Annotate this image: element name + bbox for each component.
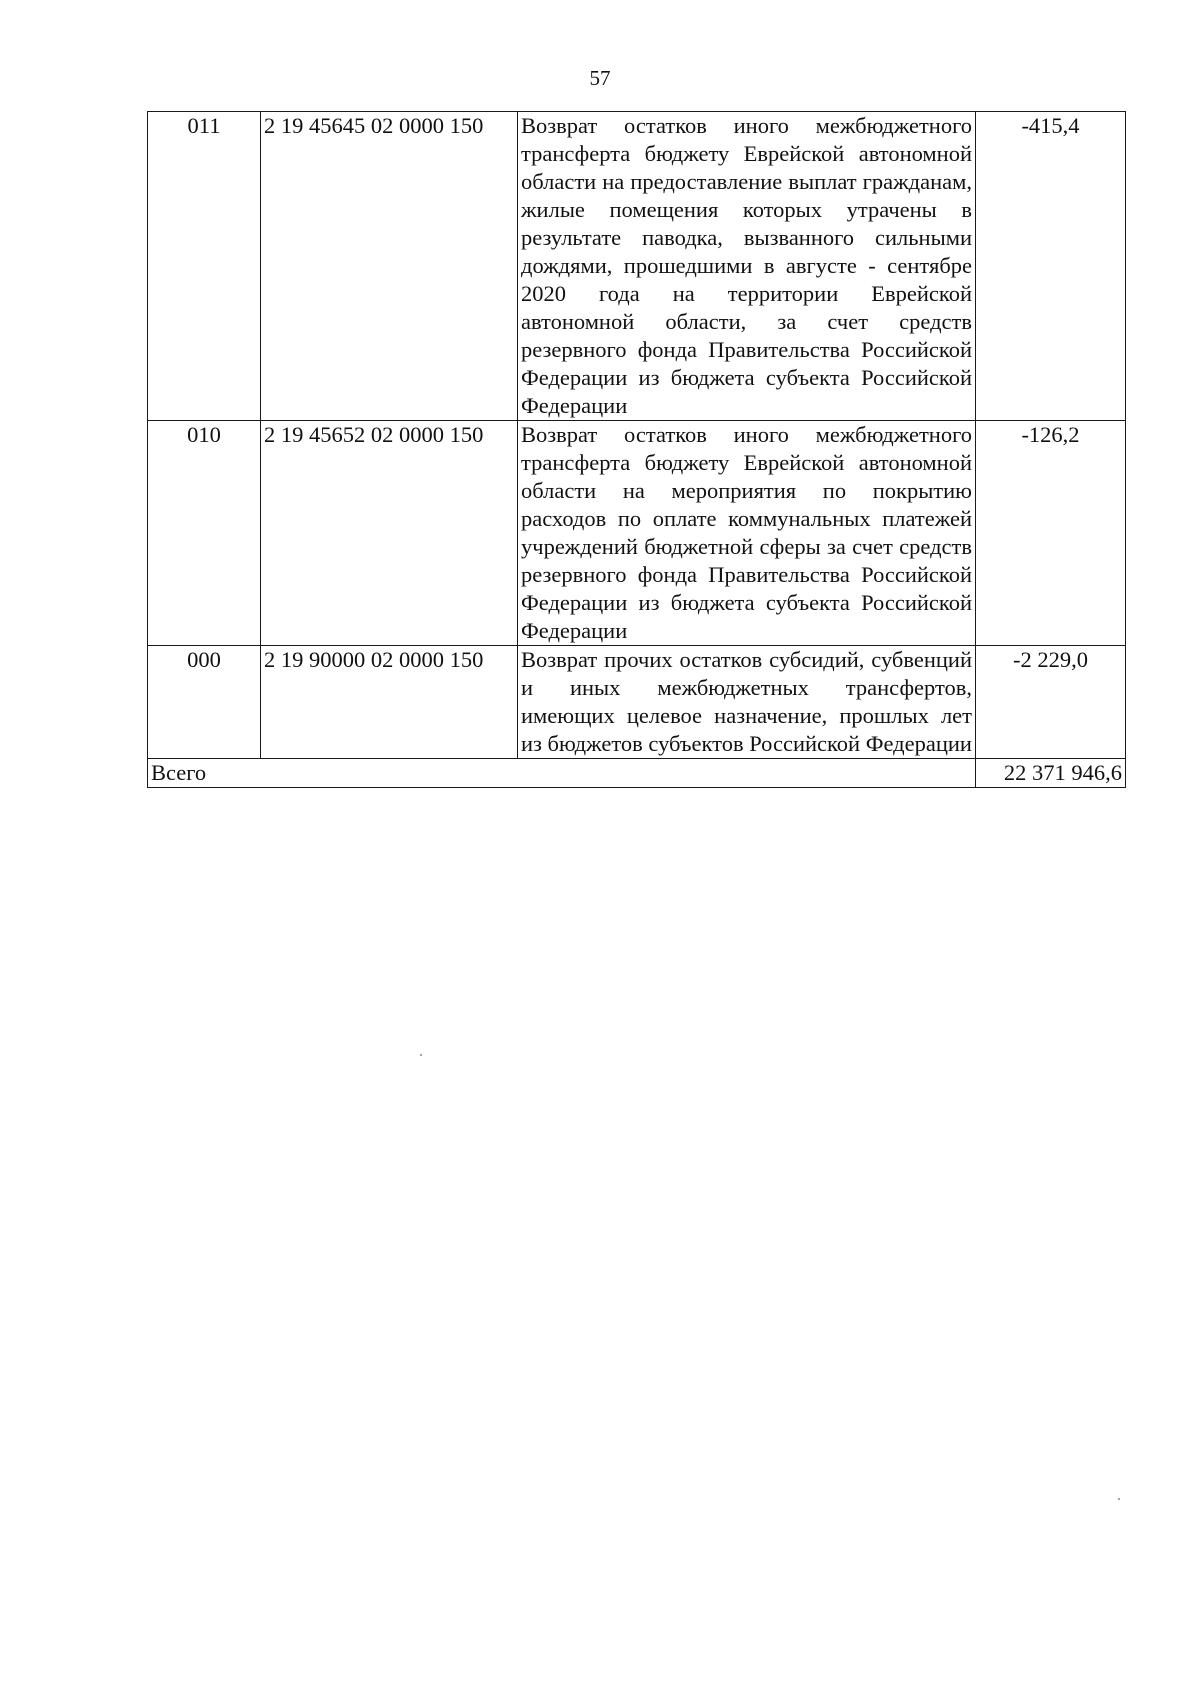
total-amount-cell: 22 371 946,6	[976, 759, 1126, 788]
amount-cell: -2 229,0	[976, 646, 1126, 759]
budget-table	[147, 111, 1126, 788]
total-row	[148, 759, 1126, 788]
total-label-cell: Всего	[148, 759, 976, 788]
table-row	[148, 646, 1126, 759]
table-row	[148, 112, 1126, 421]
scan-speck	[420, 1054, 422, 1056]
admin-code-cell: 000	[148, 646, 261, 759]
table-row	[148, 421, 1126, 646]
admin-code-cell: 011	[148, 112, 261, 421]
budget-code-cell: 2 19 45652 02 0000 150	[261, 421, 518, 646]
income-name-cell: Возврат остатков иного межбюджетного трансферта бюджету Еврейской автономной области на мероприятия по покрытию расходов по оплате коммунальных платежей учреждений бюджетной сферы за счет средств резервного фонда Правительства Российской Федерации из бюджета субъекта Российской Федерации	[518, 421, 976, 646]
amount-cell: -126,2	[976, 421, 1126, 646]
income-name-cell: Возврат прочих остатков субсидий, субвенций и иных межбюджетных трансфертов, имеющих целевое назначение, прошлых лет из бюджетов субъектов Российской Федерации	[518, 646, 976, 759]
page-number: 57	[589, 66, 611, 90]
admin-code-cell: 010	[148, 421, 261, 646]
budget-code-cell: 2 19 45645 02 0000 150	[261, 112, 518, 421]
amount-cell: -415,4	[976, 112, 1126, 421]
budget-code-cell: 2 19 90000 02 0000 150	[261, 646, 518, 759]
income-name-cell: Возврат остатков иного межбюджетного трансферта бюджету Еврейской автономной области на предоставление выплат гражданам, жилые помещения которых утрачены в результате паводка, вызванного сильными дождями, прошедшими в августе - сентябре 2020 года на территории Еврейской автономной области, за счет средств резервного фонда Правительства Российской Федерации из бюджета субъекта Российской Федерации	[518, 112, 976, 421]
scan-speck	[1118, 1498, 1120, 1500]
